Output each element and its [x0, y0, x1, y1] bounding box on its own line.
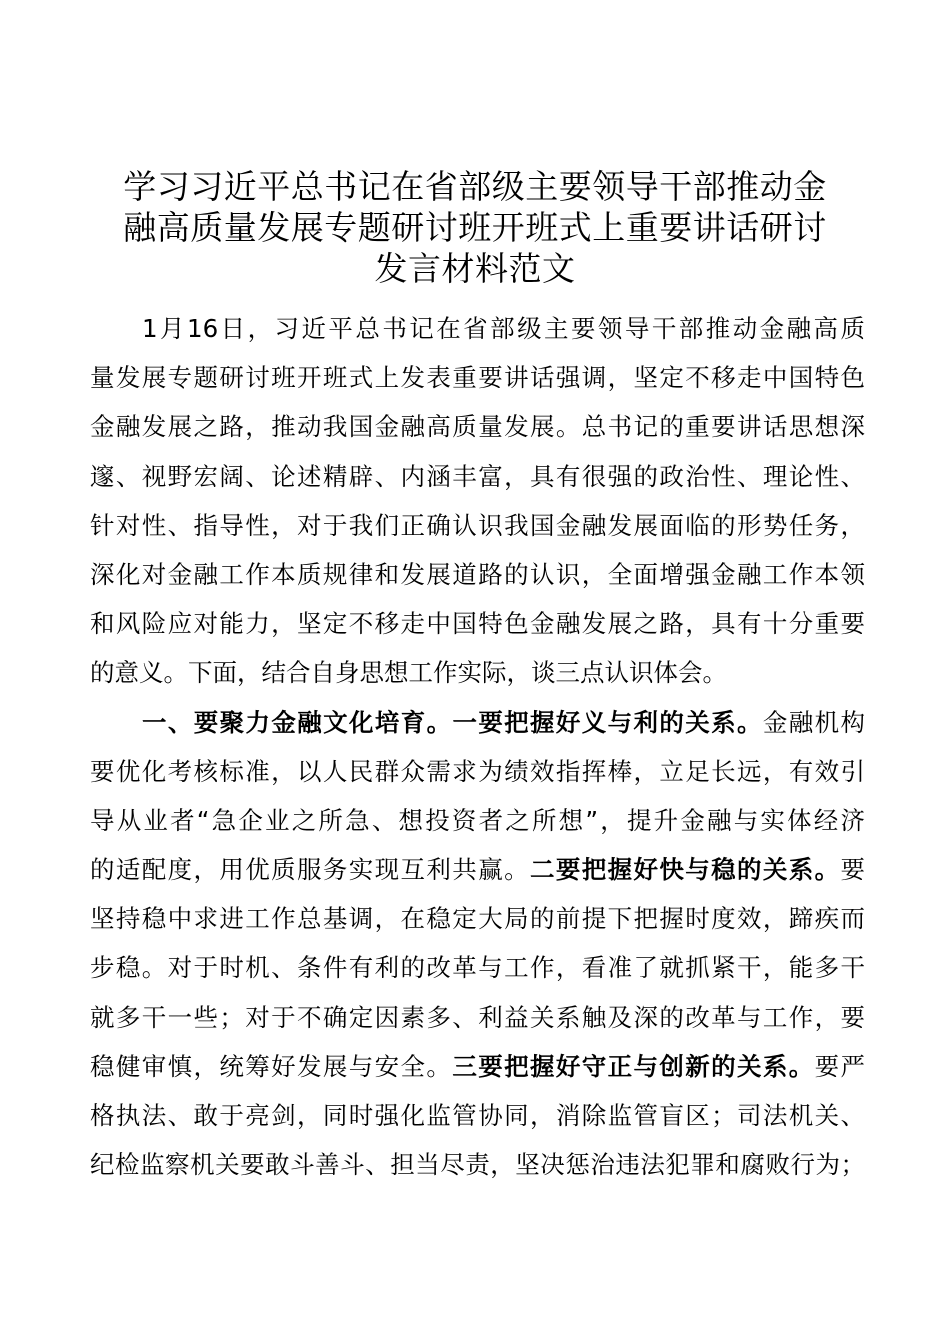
text-segment: 要: [840, 855, 866, 885]
section-heading: 一、要聚力金融文化培育。一要把握好义与利的关系。: [142, 707, 763, 737]
subpoint-heading: 三要把握好守正与创新的关系。: [452, 1051, 815, 1081]
text-line: [90, 845, 865, 894]
text-line: 深化对金融工作本质规律和发展道路的认识，全面增强金融工作本领: [90, 559, 865, 589]
title-line: 学习习近平总书记在省部级主要领导干部推动金: [123, 167, 827, 206]
text-line: 的意义。下面，结合自身思想工作实际，谈三点认识体会。: [90, 658, 727, 688]
text-segment: 的适配度，用优质服务实现互利共赢。: [90, 855, 530, 885]
document-title: [90, 166, 860, 289]
text-line: 要优化考核标准，以人民群众需求为绩效指挥棒，立足长远，有效引: [90, 756, 865, 786]
text-segment: 金融机构: [762, 707, 866, 737]
paragraph-intro: [90, 304, 865, 698]
text-line: 坚持稳中求进工作总基调，在稳定大局的前提下把握时度效，蹄疾而: [90, 904, 865, 934]
text-line: 针对性、指导性，对于我们正确认识我国金融发展面临的形势任务，: [90, 510, 865, 540]
text-line: 就多干一些；对于不确定因素多、利益关系触及深的改革与工作，要: [90, 1002, 865, 1032]
text-line: 邃、视野宏阔、论述精辟、内涵丰富，具有很强的政治性、理论性、: [90, 461, 865, 491]
text-line: 金融发展之路，推动我国金融高质量发展。总书记的重要讲话思想深: [90, 412, 865, 442]
document-body: [90, 304, 865, 1189]
text-line: 格执法、敢于亮剑，同时强化监管协同，消除监管盲区；司法机关、: [90, 1101, 865, 1130]
title-line: 发言材料范文: [374, 249, 576, 288]
text-line: 步稳。对于时机、条件有利的改革与工作，看准了就抓紧干，能多干: [90, 953, 865, 983]
subpoint-heading: 二要把握好快与稳的关系。: [529, 855, 841, 885]
text-line: [90, 1042, 865, 1091]
text-line: 和风险应对能力，坚定不移走中国特色金融发展之路，具有十分重要: [90, 609, 865, 639]
text-line: 纪检监察机关要敢斗善斗、担当尽责，坚决惩治违法犯罪和腐败行为；: [90, 1150, 865, 1180]
paragraph-section-one: [90, 698, 865, 1190]
title-line: 融高质量发展专题研讨班开班式上重要讲话研讨: [123, 208, 827, 247]
text-line: 导从业者“急企业之所急、想投资者之所想”，提升金融与实体经济: [90, 805, 865, 835]
text-line: [90, 698, 865, 747]
text-line: 量发展专题研讨班开班式上发表重要讲话强调，坚定不移走中国特色: [90, 363, 865, 393]
text-segment: 要严: [814, 1051, 866, 1081]
text-segment: 稳健审慎，统筹好发展与安全。: [90, 1051, 453, 1081]
text-line: 1月16日，习近平总书记在省部级主要领导干部推动金融高质: [142, 314, 865, 343]
